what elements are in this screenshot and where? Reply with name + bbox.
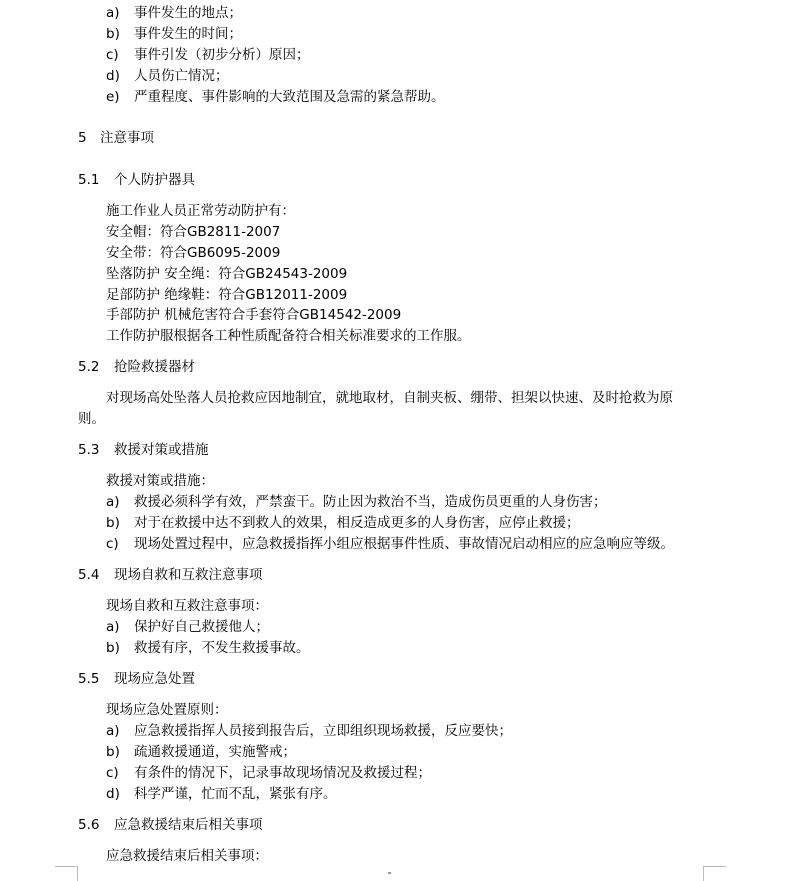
list-marker: b) [106,640,120,656]
section-number: 5.3 [78,442,100,458]
section-heading [78,172,195,188]
section-title: 现场应急处置 [114,671,195,687]
paragraph-line: 安全带：符合GB6095-2009 [106,245,281,261]
section-number: 5.4 [78,567,100,583]
paragraph-line: 手部防护 机械危害符合手套符合GB14542-2009 [106,307,402,323]
section-title: 抢险救援器材 [114,359,195,375]
list-marker: d) [106,786,120,802]
section-heading [78,817,263,833]
list-item [106,26,242,42]
section-heading [78,359,195,375]
list-item [106,47,310,63]
section-title: 应急救援结束后相关事项 [114,817,263,833]
list-marker: a) [106,5,120,21]
list-text: 科学严谨，忙而不乱，紧张有序。 [134,786,337,802]
list-text: 事件发生的时间； [134,26,242,42]
list-marker: b) [106,26,120,42]
paragraph-line: 应急救援结束后相关事项： [106,848,268,864]
paragraph-line: 救援对策或措施： [106,473,214,489]
section-number: 5 [78,130,87,146]
list-marker: b) [106,515,120,531]
list-item [106,786,337,802]
list-marker: d) [106,68,120,84]
list-item [106,723,512,739]
list-item [106,536,674,552]
section-heading [78,442,209,458]
section-title: 个人防护器具 [114,172,195,188]
list-marker: c) [106,47,119,63]
list-item [106,5,242,21]
section-number: 5.6 [78,817,100,833]
paragraph-line: 安全帽：符合GB2811-2007 [106,224,281,240]
list-text: 严重程度、事件影响的大致范围及急需的紧急帮助。 [134,89,445,105]
paragraph-line: 对现场高处坠落人员抢救应因地制宜，就地取材，自制夹板、绷带、担架以快速、及时抢救为原 [106,390,673,406]
paragraph-line: 现场自救和互救注意事项： [106,598,268,614]
section-heading [78,671,195,687]
section-title: 救援对策或措施 [114,442,209,458]
list-item [106,68,229,84]
section-heading [78,567,263,583]
paragraph-line: 则。 [78,411,105,427]
list-marker: c) [106,536,119,552]
list-marker: b) [106,744,120,760]
list-item [106,619,269,635]
section-number: 5.2 [78,359,100,375]
list-marker: a) [106,619,120,635]
paragraph-line: 现场应急处置原则： [106,702,228,718]
list-text: 应急救援指挥人员接到报告后，立即组织现场救援，反应要快； [134,723,512,739]
paragraph-line: 足部防护 绝缘鞋：符合GB12011-2009 [106,287,348,303]
list-item [106,515,580,531]
section-number: 5.5 [78,671,100,687]
paragraph-line: 工作防护服根据各工种性质配备符合相关标准要求的工作服。 [106,328,471,344]
list-text: 现场处置过程中，应急救援指挥小组应根据事件性质、事故情况启动相应的应急响应等级。 [134,536,674,552]
paragraph-line: 施工作业人员正常劳动防护有： [106,203,295,219]
list-item [106,494,607,510]
section-title: 现场自救和互救注意事项 [114,567,263,583]
list-text: 救援必须科学有效，严禁蛮干。防止因为救治不当，造成伤员更重的人身伤害； [134,494,607,510]
list-item [106,640,310,656]
list-text: 人员伤亡情况； [134,68,229,84]
paragraph-line: 坠落防护 安全绳：符合GB24543-2009 [106,266,348,282]
list-marker: c) [106,765,119,781]
list-item [106,89,445,105]
list-text: 事件发生的地点； [134,5,242,21]
list-marker: a) [106,494,120,510]
list-text: 救援有序，不发生救援事故。 [134,640,310,656]
list-text: 对于在救援中达不到救人的效果，相反造成更多的人身伤害，应停止救援； [134,515,580,531]
section-number: 5.1 [78,172,100,188]
section-heading [78,130,154,146]
list-item [106,744,296,760]
list-text: 事件引发（初步分析）原因； [134,47,310,63]
list-text: 有条件的情况下，记录事故现场情况及救援过程； [134,765,431,781]
section-title: 注意事项 [100,130,154,146]
list-marker: a) [106,723,120,739]
list-text: 保护好自己救援他人； [134,619,269,635]
list-marker: e) [106,89,120,105]
list-text: 疏通救援通道，实施警戒； [134,744,296,760]
list-item [106,765,431,781]
